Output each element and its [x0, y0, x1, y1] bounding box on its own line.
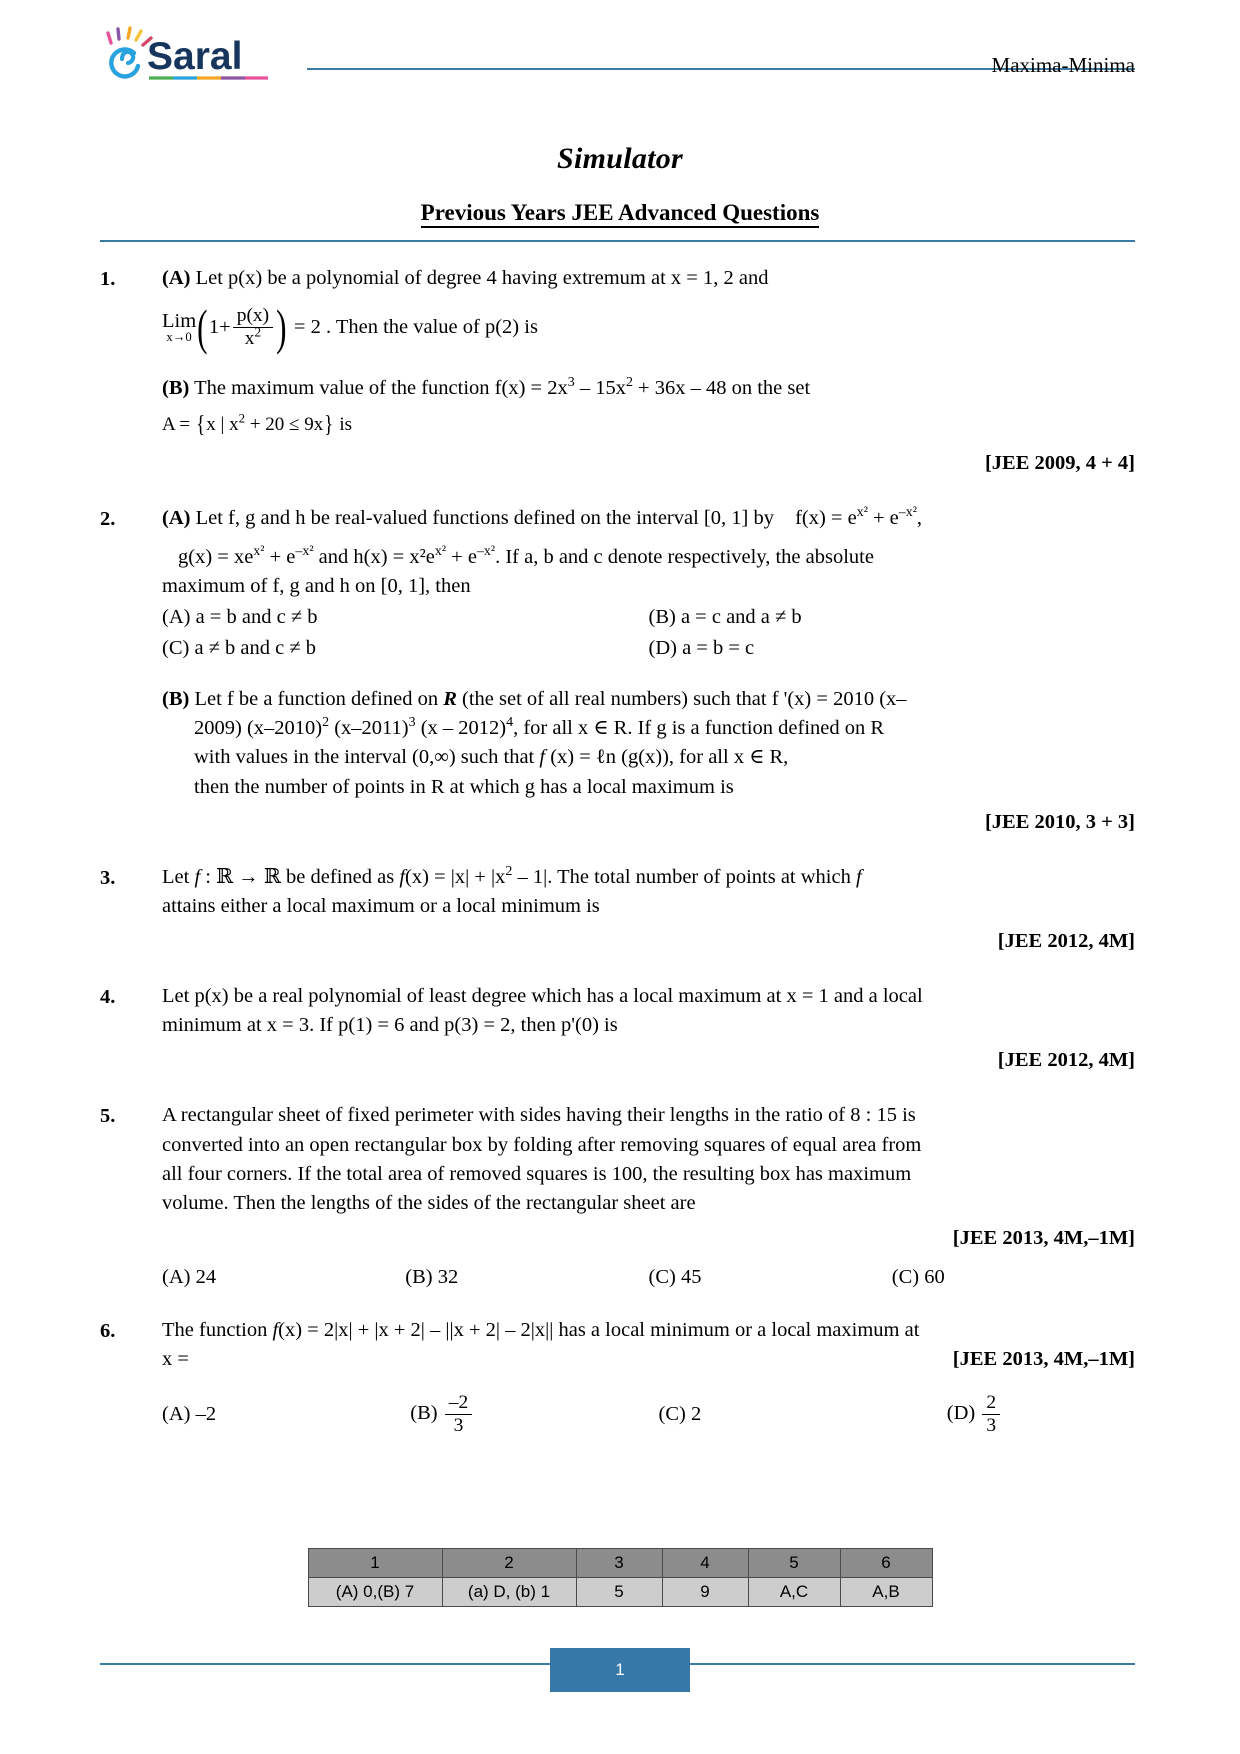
gx-plus: + e — [264, 545, 296, 568]
answer-value-3: 5 — [576, 1578, 662, 1607]
logo-rays-icon — [108, 28, 151, 45]
q3-f2: f — [399, 865, 406, 888]
option-d-label: (D) — [946, 1402, 976, 1425]
gx-hx-definition — [162, 543, 1135, 572]
option-b-numerator: –2 — [448, 1392, 469, 1414]
question-1-source: [JEE 2009, 4 + 4] — [984, 451, 1135, 474]
set-a-body-1: x | x — [206, 413, 239, 435]
answer-header-2: 2 — [442, 1549, 576, 1578]
part-b-line-4: then the number of points in R at which g has a local maximum is — [194, 775, 734, 798]
q6-a: The function — [162, 1319, 273, 1342]
answer-header-5: 5 — [748, 1549, 840, 1578]
part-a-text: Let p(x) be a polynomial of degree 4 having extremum at x = 1, 2 and — [195, 267, 769, 289]
chapter-title: Maxima-Minima — [991, 53, 1135, 77]
set-close-brace: } — [324, 411, 334, 438]
option-c[interactable]: (C) 45 — [648, 1265, 702, 1288]
hx-rest: . If a, b and c denote respectively, the absolute — [495, 545, 874, 568]
answer-value-1: (A) 0,(B) 7 — [308, 1578, 442, 1607]
answer-value-4: 9 — [662, 1578, 748, 1607]
option-d[interactable] — [847, 1392, 1135, 1437]
logo-e-icon — [111, 49, 138, 76]
set-a-prefix: A = — [162, 413, 195, 435]
answer-value-6: A,B — [840, 1578, 932, 1607]
q3-a: Let — [162, 865, 195, 888]
part-b-text-1: The maximum value of the function f(x) = 2x — [194, 376, 568, 399]
pb2-d: , for all x ∈ R. If g is a function defined on R — [513, 717, 885, 740]
gx-def: g(x) = xe — [178, 545, 254, 568]
part-b-sup-2: 2 — [625, 374, 633, 390]
question-6 — [100, 1316, 1135, 1437]
option-d[interactable]: (C) 60 — [891, 1265, 945, 1288]
hx-plus: + e — [446, 545, 477, 568]
question-4-line-1: Let p(x) be a real polynomial of least degree which has a local maximum at x = 1 and a local — [162, 985, 923, 1008]
question-6-line-2: x = — [162, 1348, 189, 1371]
part-b-text-3: + 36x – 48 on the set — [632, 376, 811, 399]
den-base: x — [244, 327, 255, 349]
question-number: 5. — [100, 1105, 116, 1128]
fx-comma: , — [916, 506, 923, 529]
limit-expression — [162, 299, 1135, 356]
set-a-body-2: + 20 ≤ 9x — [245, 413, 324, 435]
den-exponent: 2 — [254, 324, 262, 340]
esaral-logo-svg — [100, 26, 275, 84]
question-1-part-a — [162, 264, 1135, 293]
right-paren: ) — [276, 299, 287, 356]
option-c[interactable]: (C) 2 — [658, 1403, 702, 1425]
part-label-a: (A) — [162, 267, 191, 289]
set-a-exponent: 2 — [238, 410, 246, 426]
question-5-line-2: converted into an open rectangular box by folding after removing squares of equal area from — [162, 1133, 922, 1156]
limit-subscript: x→0 — [166, 330, 192, 345]
logo-wordmark: Saral — [147, 35, 243, 78]
option-a[interactable]: (A) –2 — [162, 1403, 217, 1425]
option-c[interactable]: (C) a ≠ b and c ≠ b — [162, 637, 317, 660]
question-4-source: [JEE 2012, 4M] — [997, 1049, 1135, 1072]
part-label-b: (B) — [162, 688, 190, 711]
question-number: 1. — [100, 268, 116, 290]
fraction-denominator — [233, 324, 273, 350]
option-d-denominator: 3 — [982, 1414, 1000, 1437]
part-a-text-2: maximum of f, g and h on [0, 1], then — [162, 574, 471, 597]
question-4 — [100, 982, 1135, 1075]
question-6-line-1 — [162, 1316, 1135, 1345]
page-subtitle-text: Previous Years JEE Advanced Questions — [421, 200, 820, 228]
title-divider — [100, 240, 1135, 242]
real-numbers-symbol: R — [443, 688, 457, 711]
q3-f3: f — [855, 865, 862, 888]
fx-definition — [795, 504, 923, 529]
pb2-a: 2009) (x–2010) — [194, 717, 323, 740]
answer-header-3: 3 — [576, 1549, 662, 1578]
part-label-b: (B) — [162, 376, 190, 399]
gx-mid: and h(x) = — [313, 545, 410, 568]
question-3-line-2: attains either a local maximum or a local minimum is — [162, 894, 600, 917]
question-2-options-row-2 — [162, 634, 1135, 663]
question-5-source: [JEE 2013, 4M,–1M] — [952, 1226, 1135, 1249]
answer-header-1: 1 — [308, 1549, 442, 1578]
limit-one-plus: 1+ — [208, 315, 231, 338]
pb2-sup-2: 3 — [408, 715, 416, 731]
question-1-part-b — [162, 374, 1135, 403]
answer-header-4: 4 — [662, 1549, 748, 1578]
part-b-line-2 — [162, 714, 1135, 743]
hx-sup-1: x² — [434, 543, 447, 559]
part-b-text-2: – 15x — [574, 376, 626, 399]
question-6-options — [162, 1392, 1135, 1437]
option-b[interactable]: (B) 32 — [405, 1265, 459, 1288]
option-b-fraction — [445, 1392, 472, 1437]
q3-d: – 1|. The total number of points at which — [512, 865, 856, 888]
part-b-line-1a: Let f be a function defined on — [194, 688, 444, 711]
q6-b: (x) = 2|x| + |x + 2| – ||x + 2| – 2|x|| has a local minimum or a local maximum at — [278, 1319, 920, 1342]
answer-table-header-row — [308, 1549, 932, 1578]
option-b-label: (B) — [410, 1402, 438, 1425]
question-6-source: [JEE 2013, 4M,–1M] — [952, 1348, 1135, 1371]
part-b-line-1b: (the set of all real numbers) such that f '(x) = 2010 (x– — [456, 688, 907, 711]
answer-header-6: 6 — [840, 1549, 932, 1578]
fx-sup-1: x² — [856, 504, 868, 520]
fx-plus: + e — [867, 506, 899, 529]
question-number: 2. — [100, 507, 116, 530]
question-number: 3. — [100, 866, 116, 889]
question-3-source: [JEE 2012, 4M] — [997, 929, 1135, 952]
set-open-brace: { — [196, 411, 206, 438]
q3-b: : ℝ → ℝ be defined as — [200, 865, 400, 888]
gx-sup-1: x² — [253, 543, 265, 559]
pb3-f: f — [539, 746, 546, 769]
question-3 — [100, 863, 1135, 956]
option-a[interactable]: (A) 24 — [162, 1265, 217, 1288]
pb3-a: with values in the interval (0,∞) such that — [194, 746, 540, 769]
question-6-line-2-row — [162, 1345, 1135, 1374]
question-5-line-4: volume. Then the lengths of the sides of the rectangular sheet are — [162, 1191, 696, 1214]
page-number-badge: 1 — [550, 1648, 690, 1692]
question-1 — [100, 264, 1135, 478]
pb2-b: (x–2011) — [329, 717, 409, 740]
option-b[interactable] — [350, 1392, 598, 1437]
part-b-line-3 — [162, 743, 1135, 772]
question-number: 6. — [100, 1320, 116, 1343]
question-2-part-b — [162, 685, 1135, 714]
question-5-options — [162, 1263, 1135, 1292]
q6-f: f — [272, 1319, 279, 1342]
fraction-px-x2 — [233, 305, 273, 350]
question-2-part-a — [162, 504, 1135, 533]
part-label-a: (A) — [162, 506, 191, 529]
answer-table-value-row — [308, 1578, 932, 1607]
q3-c: (x) = |x| + |x — [405, 865, 506, 888]
question-3-line-1 — [162, 863, 1135, 892]
answer-key-table — [308, 1548, 933, 1607]
fx-sup-2: –x² — [898, 504, 917, 520]
esaral-logo — [100, 26, 275, 84]
set-a-definition — [162, 409, 1135, 443]
hx-def: x²e — [409, 545, 435, 568]
option-a[interactable]: (A) a = b and c ≠ b — [162, 605, 318, 628]
part-b-sup-1: 3 — [567, 374, 575, 390]
question-5-line-3: all four corners. If the total area of removed squares is 100, the resulting box has maximum — [162, 1162, 912, 1185]
option-d-numerator: 2 — [986, 1392, 997, 1414]
option-d-fraction — [982, 1392, 1000, 1437]
answer-value-5: A,C — [748, 1578, 840, 1607]
pb3-b: (x) = ℓn (g(x)), for all x ∈ R, — [545, 746, 789, 769]
question-2 — [100, 504, 1135, 837]
question-5-line-1: A rectangular sheet of fixed perimeter with sides having their lengths in the ratio of 8 : 15 is — [162, 1104, 916, 1127]
page-title: Simulator — [556, 142, 684, 175]
hx-sup-2: –x² — [476, 543, 496, 559]
limit-lim: Lim — [162, 309, 197, 332]
option-b[interactable]: (B) a = c and a ≠ b — [648, 605, 802, 628]
set-a-suffix: is — [334, 413, 353, 435]
question-2-options-row-1 — [162, 603, 1135, 632]
page-subtitle — [0, 200, 1240, 226]
question-number: 4. — [100, 986, 116, 1009]
answer-key-wrapper — [0, 1548, 1240, 1607]
pb2-c: (x – 2012) — [415, 717, 507, 740]
pb2-sup-1: 2 — [322, 715, 330, 731]
left-paren: ( — [197, 299, 208, 356]
fx-def: f(x) = e — [795, 506, 857, 529]
q3-sup: 2 — [505, 863, 513, 879]
fraction-numerator: p(x) — [236, 305, 270, 327]
option-d[interactable]: (D) a = b = c — [648, 637, 755, 660]
questions-list — [0, 264, 1240, 1437]
gx-sup-2: –x² — [295, 543, 314, 559]
question-4-line-2: minimum at x = 3. If p(1) = 6 and p(3) = 2, then p'(0) is — [162, 1014, 618, 1037]
question-5 — [100, 1101, 1135, 1292]
option-b-denominator: 3 — [445, 1414, 472, 1437]
part-a-text-1: Let f, g and h be real-valued functions defined on the interval [0, 1] by — [195, 506, 774, 529]
limit-remainder: = 2 . Then the value of p(2) is — [293, 315, 538, 338]
question-2-source: [JEE 2010, 3 + 3] — [984, 810, 1135, 833]
q3-f1: f — [194, 865, 201, 888]
pb2-sup-3: 4 — [506, 715, 514, 731]
limit-operator — [162, 311, 196, 344]
answer-value-2: (a) D, (b) 1 — [442, 1578, 576, 1607]
